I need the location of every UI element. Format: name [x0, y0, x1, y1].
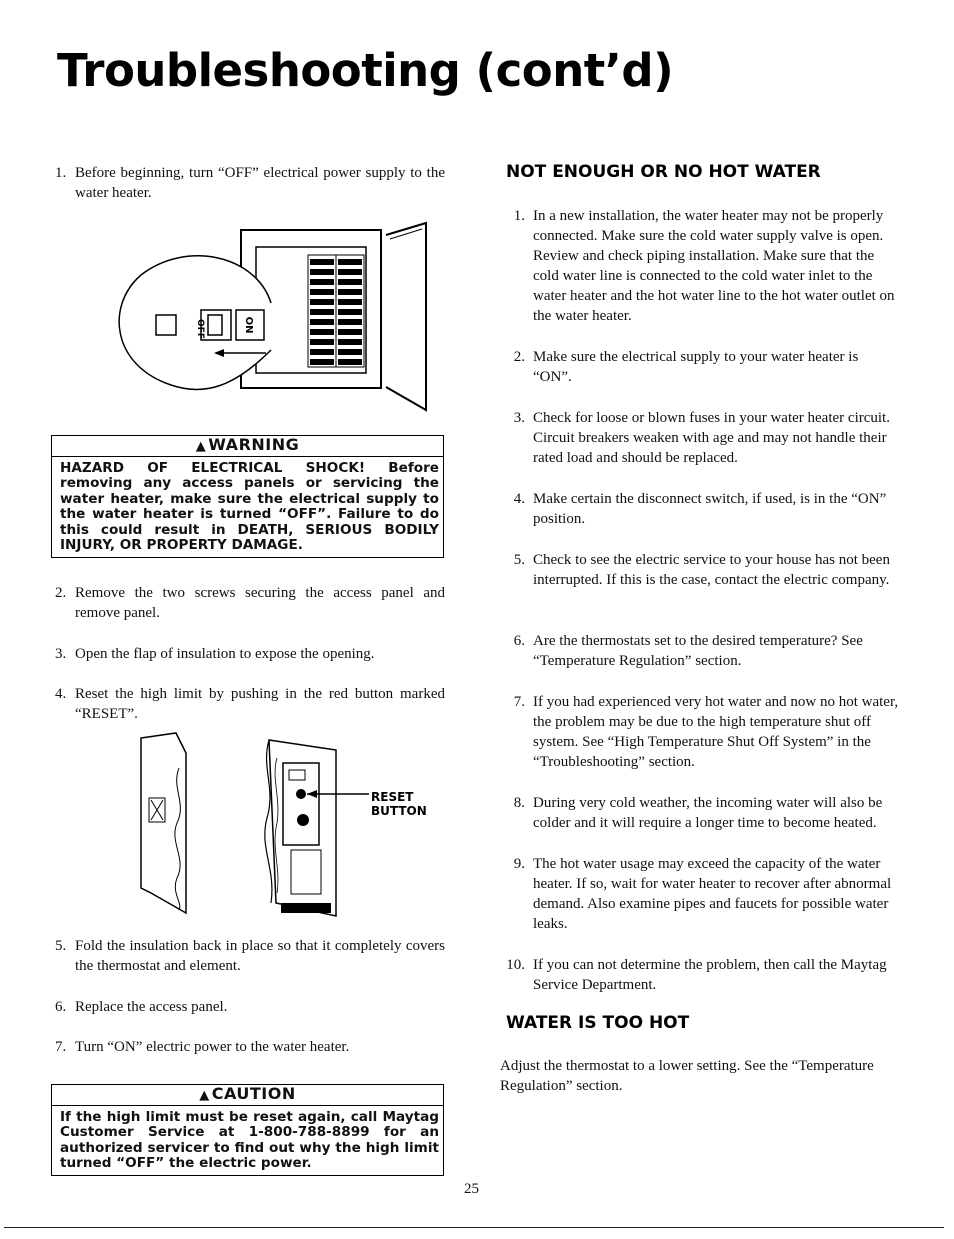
item-text: Make sure the electrical supply to your water heater is “ON”.: [533, 349, 859, 385]
item-text: Check to see the electric service to your house has not been interrupted. If this is the case, contact the electric company.: [533, 552, 890, 588]
step-text: Turn “ON” electric power to the water heater.: [75, 1039, 350, 1055]
item-number: 5.: [513, 552, 525, 568]
warning-text: HAZARD OF ELECTRICAL SHOCK! Before removing any access panels or servicing the water heater, make sure the electrical supply to the water heater is turned “OFF”. Failure to do this could result in DEATH, SERIOUS BODILY INJURY, OR PROPERTY DAMAGE.: [60, 459, 439, 553]
item-number: 4.: [513, 491, 525, 507]
item-number: 1.: [513, 208, 525, 224]
list-item: [51, 163, 445, 203]
list-item: [505, 489, 900, 529]
thermostat-reset-illustration: [131, 728, 371, 923]
step-text: Replace the access panel.: [75, 999, 228, 1015]
list-item: [505, 854, 900, 934]
item-text: In a new installation, the water heater may not be properly connected. Make sure the cold water supply valve is open. Review and check piping installation. Make sure that the cold water line is connected to the cold water inlet to the water heater and the hot water line to the hot water outlet on the water heater.: [533, 208, 895, 324]
item-number: 8.: [513, 795, 525, 811]
list-item: [51, 936, 445, 976]
list-item: [505, 550, 900, 590]
item-number: 10.: [506, 957, 525, 973]
step-text: Remove the two screws securing the access panel and remove panel.: [75, 585, 445, 621]
breaker-panel-illustration: [96, 215, 446, 415]
list-item: [505, 793, 900, 833]
step-number: 1.: [55, 165, 67, 181]
item-number: 6.: [513, 633, 525, 649]
list-item: [51, 644, 445, 664]
warning-title: WARNING: [208, 435, 300, 454]
too-hot-text: Adjust the thermostat to a lower setting. See the “Temperature Regulation” section.: [500, 1058, 874, 1094]
item-number: 7.: [513, 694, 525, 710]
step-text: Before beginning, turn “OFF” electrical power supply to the water heater.: [75, 165, 445, 201]
item-number: 9.: [513, 856, 525, 872]
list-item: [505, 692, 900, 772]
list-item: [505, 206, 900, 326]
warning-box: [51, 435, 444, 558]
list-item: [505, 408, 900, 468]
reset-button-label: RESET BUTTON: [371, 790, 427, 818]
page-title: Troubleshooting (cont’d): [57, 44, 674, 97]
step-number: 3.: [55, 646, 67, 662]
caution-box: [51, 1084, 444, 1176]
off-label: OFF: [195, 319, 205, 339]
item-text: Are the thermostats set to the desired temperature? See “Temperature Regulation” section.: [533, 633, 863, 669]
caution-icon: ▲: [199, 1088, 210, 1103]
page-number: 25: [464, 1181, 479, 1197]
item-text: Check for loose or blown fuses in your water heater circuit. Circuit breakers weaken with age and may not handle their rated load and should be replaced.: [533, 410, 890, 466]
list-item: [505, 347, 900, 387]
item-text: During very cold weather, the incoming water will also be colder and it will require a longer time to become heated.: [533, 795, 883, 831]
list-item: [505, 955, 900, 995]
item-number: 3.: [513, 410, 525, 426]
list-item: [51, 583, 445, 623]
step-number: 7.: [55, 1039, 67, 1055]
section-heading-not-enough: NOT ENOUGH OR NO HOT WATER: [506, 162, 821, 182]
caution-heading: [52, 1085, 443, 1106]
step-number: 4.: [55, 686, 67, 702]
caution-title: CAUTION: [211, 1084, 296, 1103]
list-item: [505, 631, 900, 671]
step-text: Fold the insulation back in place so that it completely covers the thermostat and element.: [75, 938, 445, 974]
item-text: If you had experienced very hot water and now no hot water, the problem may be due to the high temperature shut off system. See “High Temperature Shut Off System” in the “Troubleshooting” section.: [533, 694, 899, 770]
list-item: [51, 1037, 445, 1057]
step-number: 6.: [55, 999, 67, 1015]
step-text: Reset the high limit by pushing in the red button marked “RESET”.: [75, 686, 445, 722]
bottom-rule: [4, 1227, 944, 1228]
step-number: 2.: [55, 585, 67, 601]
step-text: Open the flap of insulation to expose the opening.: [75, 646, 375, 662]
caution-text: If the high limit must be reset again, call Maytag Customer Service at 1-800-788-8899 for an authorized servicer to find out why the high limit turned “OFF” the electric power.: [60, 1108, 439, 1171]
item-text: The hot water usage may exceed the capacity of the water heater. If so, wait for water heater to recover after abnormal demand. Also examine pipes and faucets for possible water leaks.: [533, 856, 892, 932]
step-number: 5.: [55, 938, 67, 954]
item-text: Make certain the disconnect switch, if used, is in the “ON” position.: [533, 491, 887, 527]
item-number: 2.: [513, 349, 525, 365]
on-label: ON: [243, 316, 254, 334]
section-heading-too-hot: WATER IS TOO HOT: [506, 1013, 690, 1033]
warning-heading: [52, 436, 443, 457]
item-text: If you can not determine the problem, then call the Maytag Service Department.: [533, 957, 887, 993]
list-item: [51, 997, 445, 1017]
list-item: [51, 684, 445, 724]
warning-icon: ▲: [195, 439, 207, 454]
